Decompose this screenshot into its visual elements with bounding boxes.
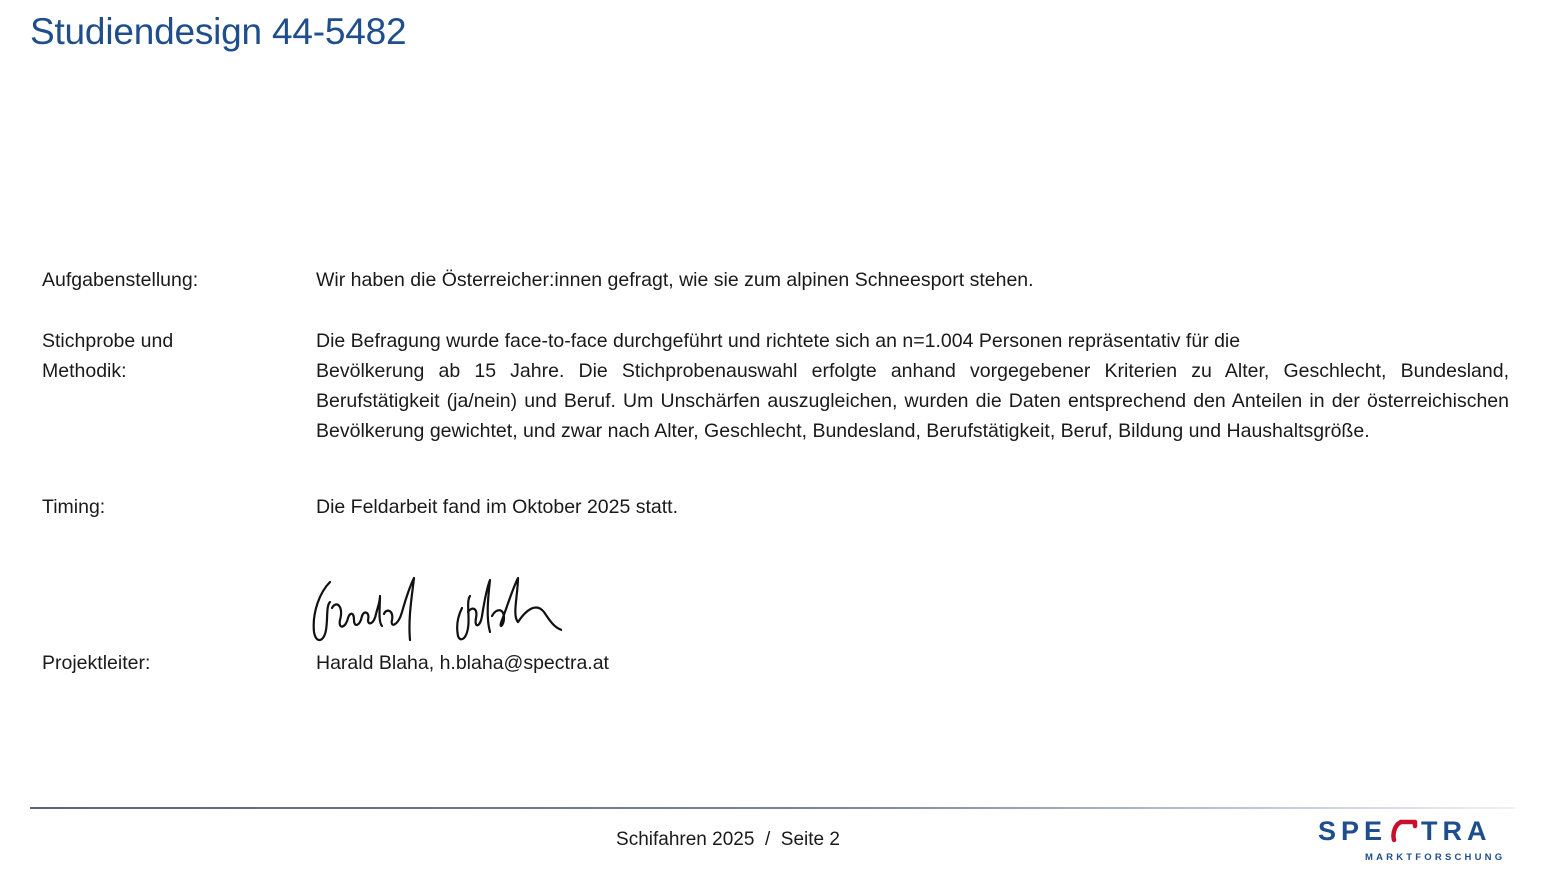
timing-label: Timing: — [42, 496, 106, 518]
footer-page-info: Schifahren 2025 / Seite 2 — [616, 829, 840, 850]
svg-text:MARKTFORSCHUNG: MARKTFORSCHUNG — [1365, 852, 1506, 863]
method-label-line1: Stichprobe und — [42, 330, 174, 352]
svg-text:TRA: TRA — [1421, 816, 1492, 846]
method-label-line2: Methodik: — [42, 360, 127, 382]
svg-text:SPE: SPE — [1318, 816, 1388, 846]
task-label: Aufgabenstellung: — [42, 269, 199, 291]
lead-label: Projektleiter: — [42, 652, 151, 674]
method-text-line1: Die Befragung wurde face-to-face durchgeführt und richtete sich an n=1.004 Personen repräsentativ für die — [316, 330, 1241, 352]
spectra-logo — [1318, 814, 1523, 864]
timing-text: Die Feldarbeit fand im Oktober 2025 statt. — [316, 496, 679, 518]
footer-divider — [30, 807, 1515, 809]
method-text: Bevölkerung ab 15 Jahre. Die Stichprobenauswahl erfolgte anhand vorgegebener Kriterien zu Alter, Geschlecht, Bundesland, Berufstätigkeit (ja/nein) und Beruf. Um Unschärfen auszugleichen, wurden die Daten entsprechend den Anteilen in der österreichischen Bevölkerung gewichtet, und zwar nach Alter, Geschlecht, Bundesland, Berufstätigkeit, Beruf, Bildung und Haushaltsgröße. — [316, 360, 1509, 442]
page-title: Studiendesign 44-5482 — [30, 11, 407, 52]
lead-text: Harald Blaha, h.blaha@spectra.at — [316, 652, 609, 674]
task-text: Wir haben die Österreicher:innen gefragt, wie sie zum alpinen Schneesport stehen. — [316, 269, 1034, 291]
handwritten-signature — [306, 566, 562, 650]
